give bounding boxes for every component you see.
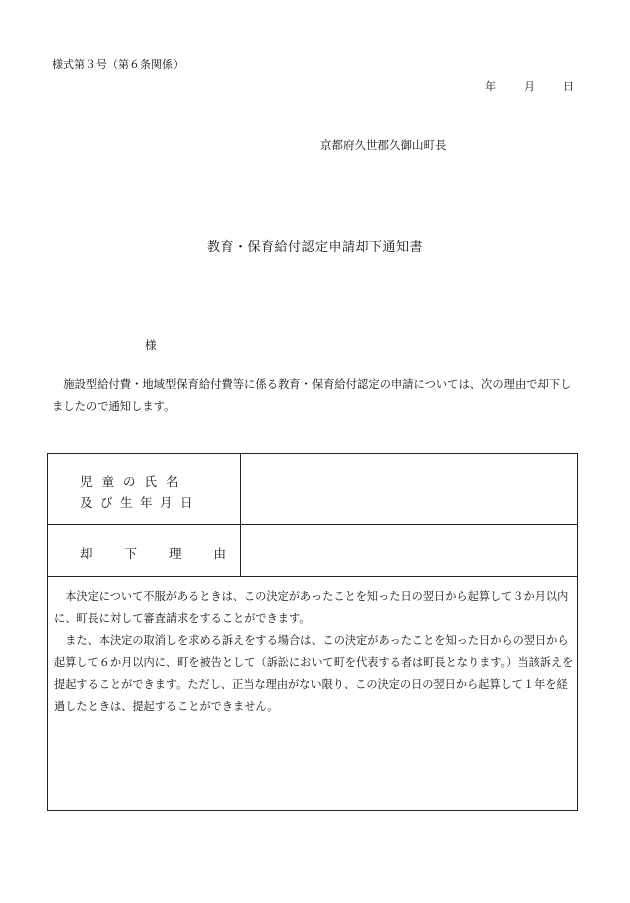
date-line — [485, 78, 574, 94]
date-year: 年 — [485, 80, 496, 93]
rejection-reason-value[interactable] — [241, 525, 577, 576]
child-name-label: 児童の氏名 — [80, 474, 188, 489]
notice-paragraph: また、本決定の取消しを求める訴えをする場合は、この決定があったことを知った日からの翌日から起算して６か月以内に、町を被告として（訴訟において町を代表する者は町長となります。）当該訴えを提起することができます。ただし、正当な理由がない限り、この決定の日の翌日から起算して１年を経過したときは、提起することができません。 — [54, 634, 574, 713]
notice-paragraph: 本決定について不服があるときは、この決定があったことを知った日の翌日から起算して３か月以内に、町長に対して審査請求をすることができます。 — [54, 590, 569, 625]
body-text: 施設型給付費・地域型保育給付費等に係る教育・保育給付認定の申請については、次の理由で却下しましたので通知します。 — [52, 378, 572, 413]
reason-label-cell — [48, 525, 241, 576]
date-day: 日 — [563, 80, 574, 93]
child-info-value[interactable] — [241, 454, 577, 524]
appeal-notice — [54, 586, 574, 718]
addressee-suffix: 様 — [145, 338, 157, 352]
info-table — [47, 453, 578, 811]
child-info-label-cell — [48, 454, 241, 524]
table-row-child-info — [48, 454, 577, 525]
rejection-reason-label — [80, 544, 226, 562]
reason-label-char: 由 — [213, 546, 227, 561]
table-row-reason — [48, 525, 577, 577]
reason-label-char: 下 — [124, 546, 138, 561]
issuer-name: 京都府久世郡久御山町長 — [320, 138, 447, 152]
birthdate-label: 及び生年月日 — [80, 495, 201, 510]
reason-label-char: 却 — [80, 546, 93, 561]
date-month: 月 — [524, 80, 535, 93]
document-title: 教育・保育給付認定申請却下通知書 — [206, 240, 423, 255]
form-number: 様式第３号（第６条関係） — [52, 58, 184, 71]
reason-label-char: 理 — [169, 546, 182, 561]
